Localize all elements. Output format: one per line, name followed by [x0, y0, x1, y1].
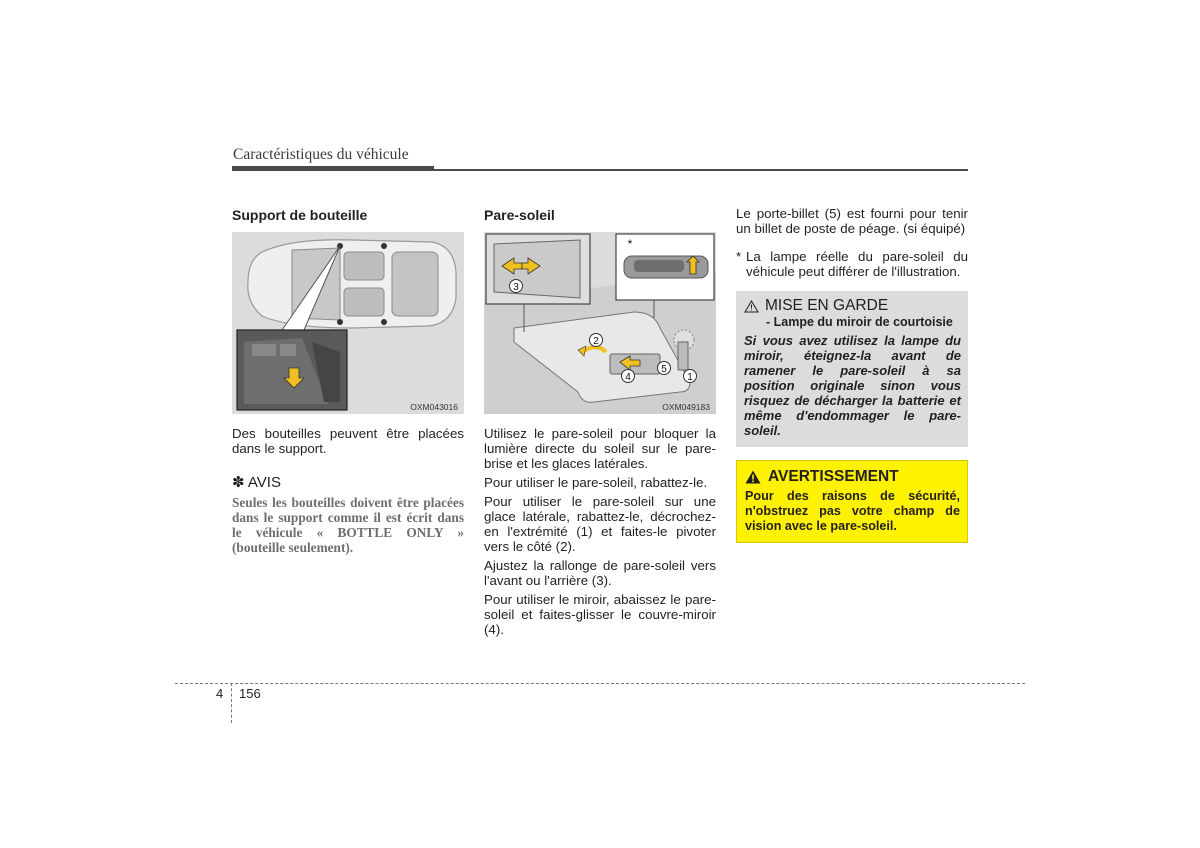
- sunvisor-paragraph: Pour utiliser le pare-soleil, rabattez-le.: [484, 475, 708, 490]
- page-number: 156: [239, 686, 261, 701]
- chapter-title: Caractéristiques du véhicule: [233, 146, 409, 163]
- ticket-holder-text: Le porte-billet (5) est fourni pour tenir un billet de poste de péage. (si équipé): [736, 206, 968, 236]
- figure-label-2: 2: [593, 336, 599, 347]
- car-interior-illustration: [232, 232, 464, 414]
- chapter-number: 4: [216, 686, 224, 701]
- figure-label-asterisk: *: [627, 237, 633, 251]
- column-notes: [736, 206, 968, 543]
- figure-code: OXM043016: [410, 402, 458, 412]
- column-sunvisor: [484, 206, 716, 637]
- warning-box: [736, 460, 968, 543]
- caution-subtitle: - Lampe du miroir de courtoisie: [766, 315, 953, 329]
- sunvisor-paragraph: Pour utiliser le miroir, abaissez le pare-soleil et faites-glisser le couvre-miroir (4).: [484, 592, 716, 637]
- caution-heading: [744, 297, 961, 315]
- sunvisor-paragraph: Pour utiliser le pare-soleil sur une glace latérale, rabattez-le, décrochez-en l'extrémité (1) et faites-le pivoter vers le côté (2).: [484, 494, 716, 554]
- bottle-holder-figure: [232, 232, 464, 414]
- figure-label-1: 1: [687, 372, 693, 383]
- avis-body: Seules les bouteilles doivent être placées dans le support comme il est écrit dans le véhicule « BOTTLE ONLY » (bouteille seulement).: [232, 495, 464, 555]
- section-title-bottle-holder: Support de bouteille: [232, 207, 368, 223]
- sunvisor-paragraph: Utilisez le pare-soleil pour bloquer la lumière directe du soleil sur le pare-brise et les glaces latérales.: [484, 426, 716, 471]
- header-rule-thin: [434, 169, 968, 171]
- note-text: La lampe réelle du pare-soleil du véhicule peut différer de l'illustration.: [746, 249, 968, 279]
- caution-box: [736, 291, 968, 447]
- caution-triangle-icon: [744, 300, 759, 313]
- figure-label-5: 5: [661, 364, 667, 375]
- column-bottle-holder: [232, 206, 464, 555]
- warning-heading: [745, 467, 960, 487]
- illustration-note: [736, 249, 968, 279]
- sunvisor-illustration: [484, 232, 716, 414]
- footer-rule: [175, 683, 1025, 684]
- figure-label-3: 3: [513, 282, 519, 293]
- warning-triangle-icon: [745, 470, 761, 484]
- footer-divider: [231, 683, 232, 723]
- figure-code: OXM049183: [662, 402, 710, 412]
- sunvisor-figure: [484, 232, 716, 414]
- bottle-holder-text: Des bouteilles peuvent être placées dans le support.: [232, 426, 464, 456]
- header-rule-thick: [232, 166, 434, 171]
- caution-body: Si vous avez utilisez la lampe du miroir, éteignez-la avant de ramener le pare-soleil à sa position originale sinon vous risquez de décharger la batterie et même d'endommager le pare-soleil.: [744, 333, 961, 438]
- caution-title: MISE EN GARDE: [765, 297, 889, 314]
- note-marker: *: [736, 249, 742, 264]
- figure-label-4: 4: [625, 372, 631, 383]
- sunvisor-paragraph: Ajustez la rallonge de pare-soleil vers l'avant ou l'arrière (3).: [484, 558, 716, 588]
- warning-title: AVERTISSEMENT: [768, 468, 899, 485]
- section-title-sunvisor: Pare-soleil: [484, 207, 555, 223]
- warning-body: Pour des raisons de sécurité, n'obstruez pas votre champ de vision avec le pare-soleil.: [745, 489, 960, 533]
- avis-title: ✽ AVIS: [232, 474, 281, 491]
